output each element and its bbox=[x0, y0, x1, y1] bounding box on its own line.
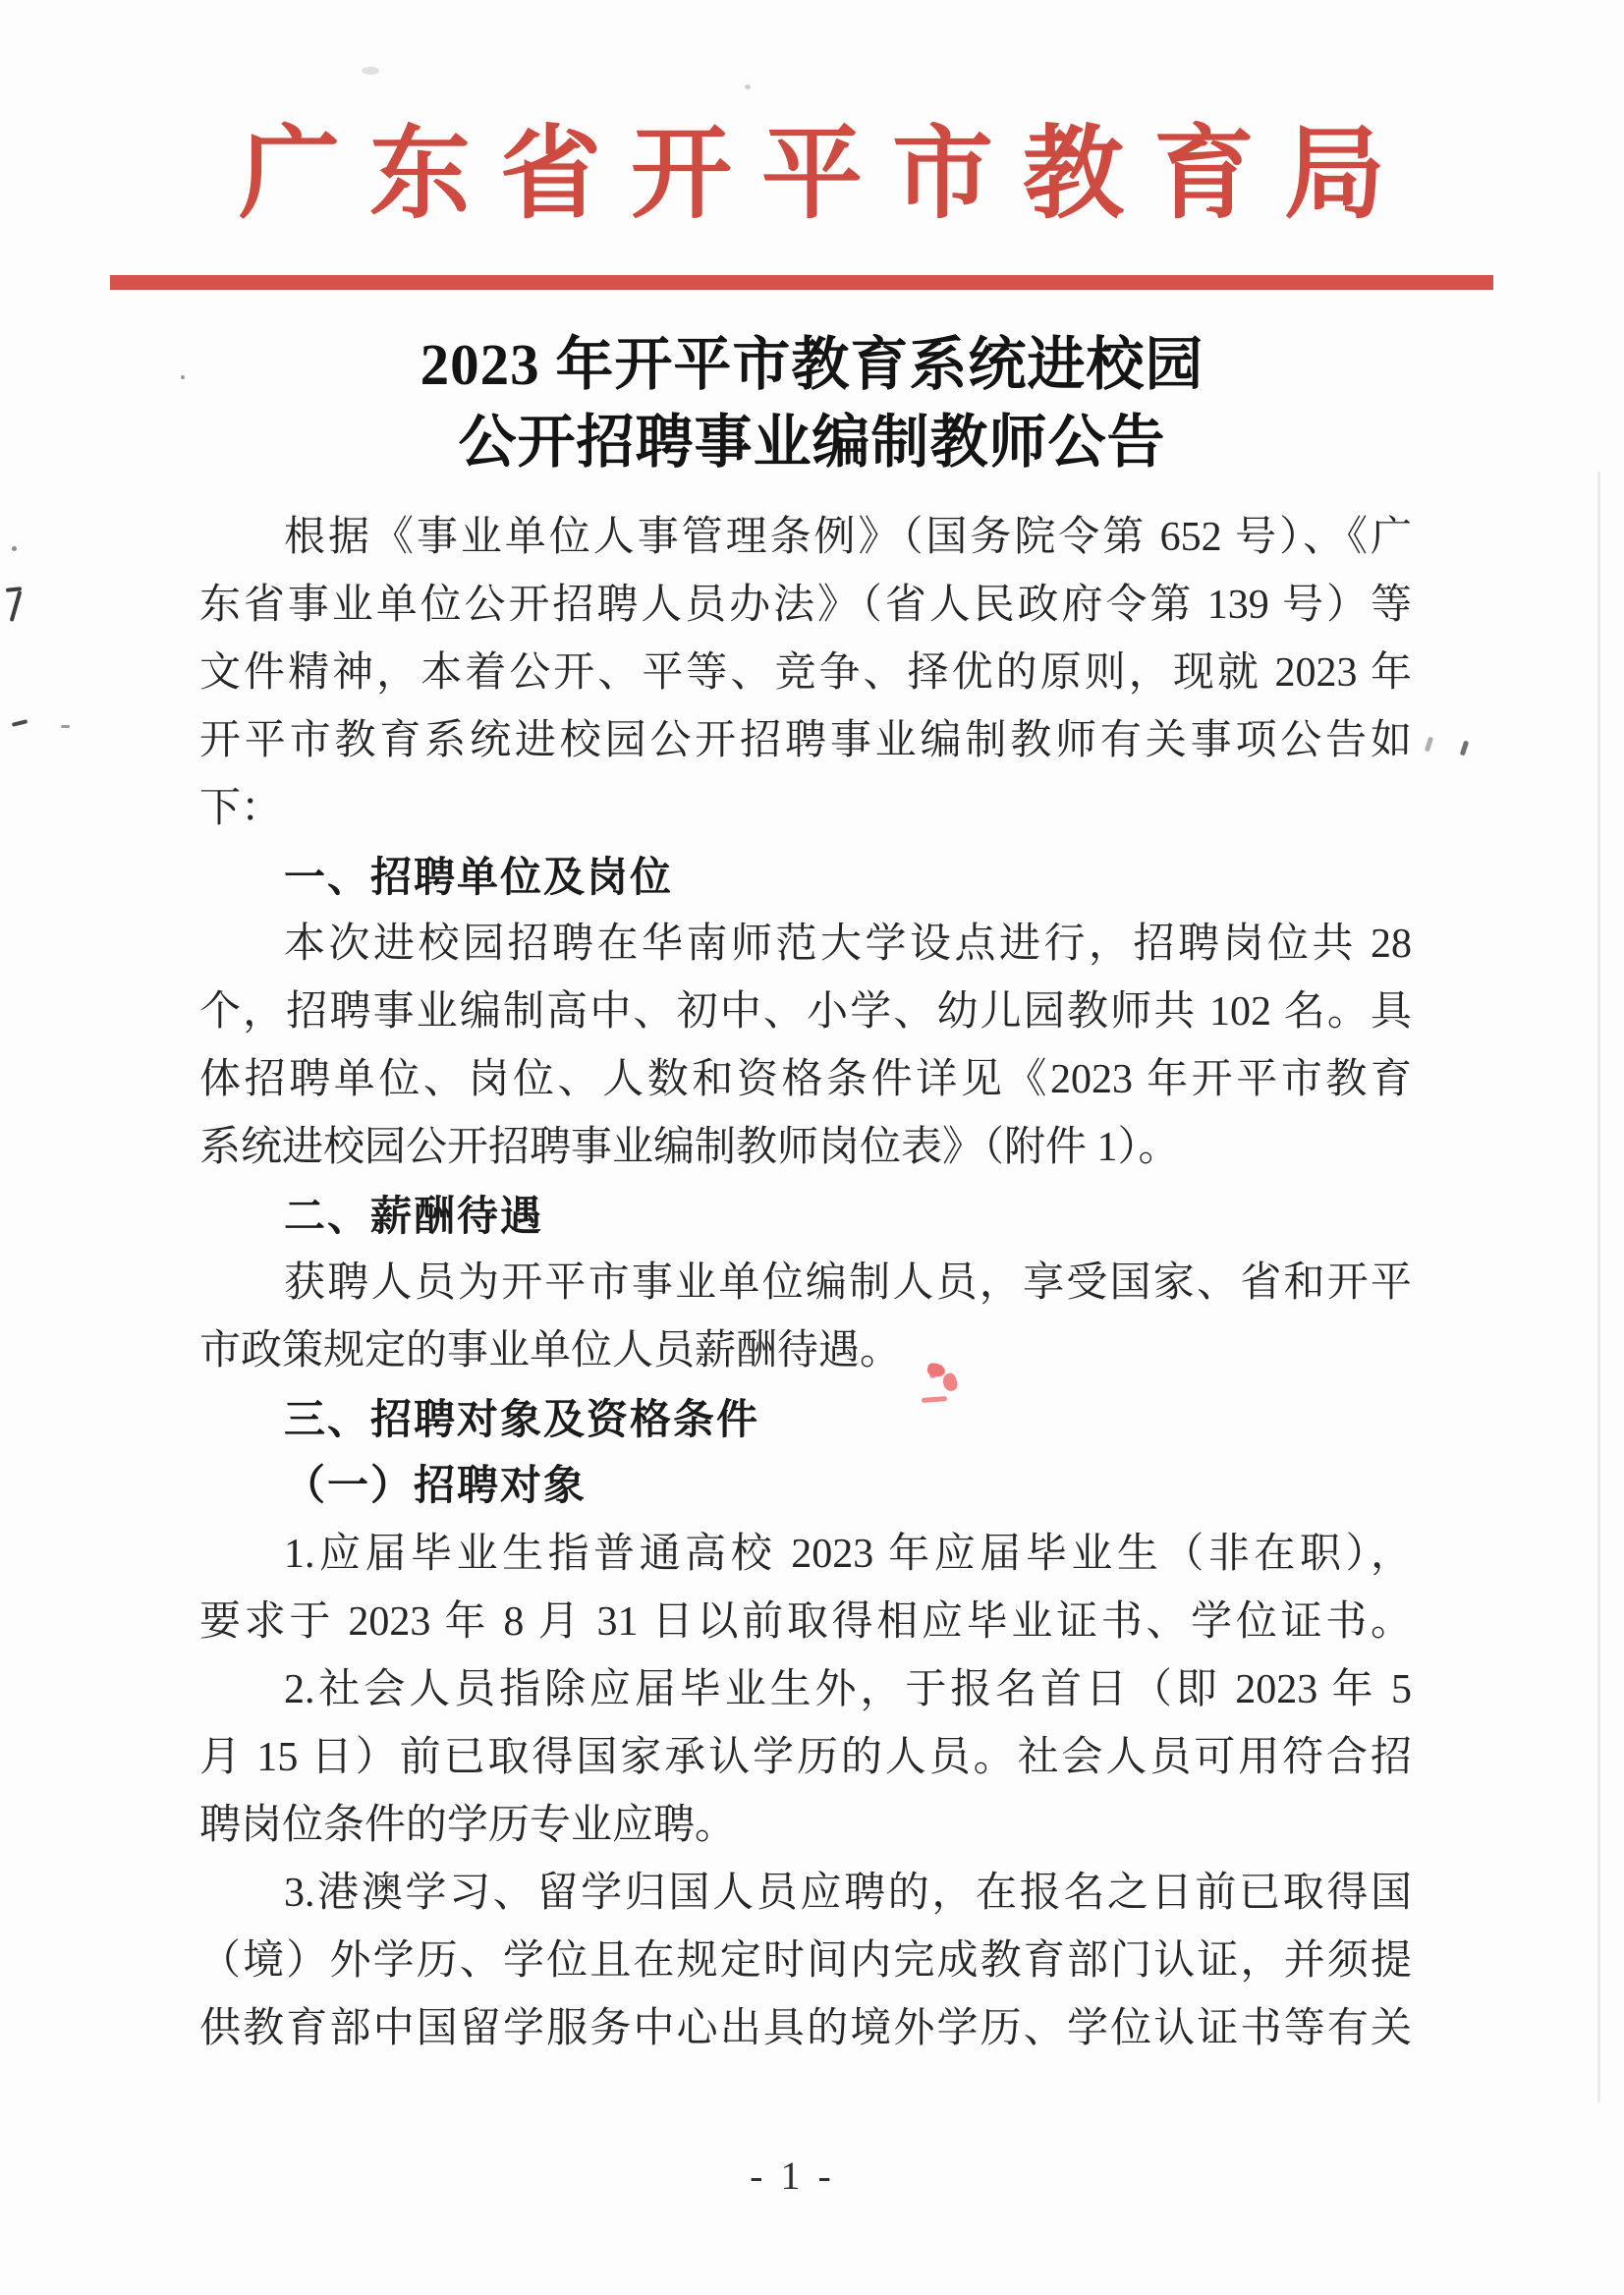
body-text-line: 下： bbox=[199, 786, 283, 831]
scan-tick-mark bbox=[1460, 741, 1469, 756]
section-heading: （一）招聘对象 bbox=[284, 1464, 588, 1509]
scan-pen-mark bbox=[10, 590, 23, 622]
section-heading: 二、薪酬待遇 bbox=[284, 1193, 544, 1239]
body-text-line: 本次进校园招聘在华南师范大学设点进行，招聘岗位共 28 bbox=[284, 922, 1412, 967]
body-text-line: 2.社会人员指除应届毕业生外，于报名首日（即 2023 年 5 bbox=[284, 1667, 1412, 1712]
body-text-line: 月 15 日）前已取得国家承认学历的人员。社会人员可用符合招 bbox=[199, 1735, 1412, 1780]
scan-red-smudge bbox=[920, 1362, 963, 1423]
scan-dot bbox=[12, 546, 17, 551]
scan-speck bbox=[181, 375, 185, 379]
body-text-line: 东省事业单位公开招聘人员办法》（省人民政府令第 139 号）等 bbox=[199, 583, 1412, 628]
body-text-line: （境）外学历、学位且在规定时间内完成教育部门认证，并须提 bbox=[199, 1938, 1412, 1984]
letterhead-title: 广东省开平市教育局 bbox=[239, 119, 1415, 231]
scan-speck bbox=[745, 84, 751, 89]
page-number: - 1 - bbox=[750, 2154, 835, 2198]
body-text-line: 供教育部中国留学服务中心出具的境外学历、学位认证书等有关 bbox=[199, 2006, 1412, 2051]
body-text-line: 根据《事业单位人事管理条例》（国务院令第 652 号）、《广 bbox=[284, 515, 1412, 560]
body-text-line: 开平市教育系统进校园公开招聘事业编制教师有关事项公告如 bbox=[199, 718, 1412, 763]
body-text-line: 1.应届毕业生指普通高校 2023 年应届毕业生（非在职）， bbox=[284, 1532, 1412, 1577]
scan-dash bbox=[12, 719, 28, 727]
scan-tick-mark bbox=[1425, 737, 1433, 753]
body-text-line: 要求于 2023 年 8 月 31 日以前取得相应毕业证书、学位证书。 bbox=[199, 1599, 1412, 1645]
section-heading: 三、招聘对象及资格条件 bbox=[284, 1396, 760, 1442]
section-heading: 一、招聘单位及岗位 bbox=[284, 854, 674, 900]
scan-smudge bbox=[362, 67, 379, 75]
body-text-line: 个，招聘事业编制高中、初中、小学、幼儿园教师共 102 名。具 bbox=[199, 989, 1412, 1035]
document-title-line-1: 2023 年开平市教育系统进校园 bbox=[420, 332, 1204, 397]
body-text-line: 获聘人员为开平市事业单位编制人员，享受国家、省和开平 bbox=[284, 1260, 1412, 1306]
body-text-line: 市政策规定的事业单位人员薪酬待遇。 bbox=[199, 1328, 902, 1373]
scan-edge-streak bbox=[1597, 472, 1600, 2102]
body-text-line: 体招聘单位、岗位、人数和资格条件详见《2023 年开平市教育 bbox=[199, 1057, 1412, 1102]
body-text-line: 3.港澳学习、留学归国人员应聘的，在报名之日前已取得国 bbox=[284, 1871, 1412, 1916]
document-title-line-2: 公开招聘事业编制教师公告 bbox=[458, 410, 1166, 475]
document-body bbox=[199, 504, 1412, 2063]
document-title bbox=[0, 326, 1624, 481]
letterhead-divider-rule bbox=[110, 275, 1493, 290]
body-text-line: 聘岗位条件的学历专业应聘。 bbox=[199, 1803, 737, 1848]
body-text-line: 文件精神，本着公开、平等、竞争、择优的原则，现就 2023 年 bbox=[199, 650, 1412, 696]
scan-dash bbox=[61, 725, 70, 728]
body-text-line: 系统进校园公开招聘事业编制教师岗位表》（附件 1）。 bbox=[199, 1125, 1180, 1170]
